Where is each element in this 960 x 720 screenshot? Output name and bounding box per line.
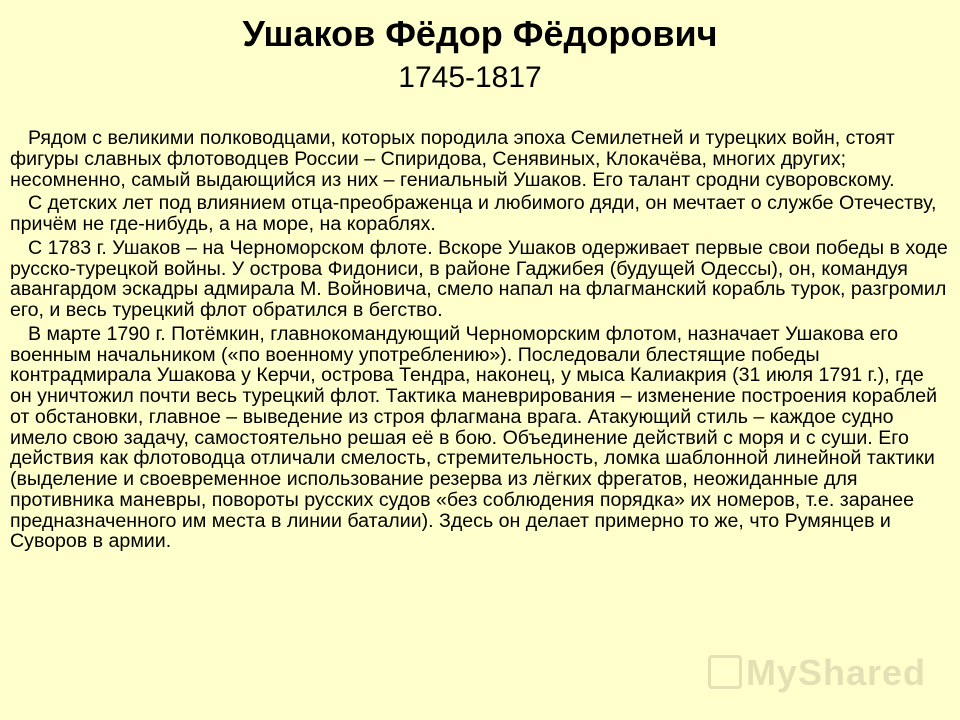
paragraph-4: В марте 1790 г. Потёмкин, главнокомандующий Черноморским флотом, назначает Ушакова его военным начальником («по военному употреблению»). Последовали блестящие победы контрадмирала Ушакова у Керчи, острова Тендра, наконец, у мыса Калиакрия (31 июля 1791 г.), где он уничтожил почти весь турецкий флот. Тактика маневрирования – изменение построения кораблей от обстановки, главное – выведение из строя флагмана врага. Атакующий стиль – каждое судно имело свою задачу, самостоятельно решая её в бою. Объединение действий с моря и с суши. Его действия как флотоводца отличали смелость, стремительность, ломка шаблонной линейной тактики (выделение и своевременное использование резерва из лёгких фрегатов, неожиданные для противника маневры, повороты русских судов «без соблюдения порядка» их номеров, т.е. заранее предназначенного им места в линии баталии). Здесь он делает примерно то же, что Румянцев и Суворов в армии. (10, 322, 938, 553)
watermark-icon (708, 655, 742, 689)
slide-title: Ушаков Фёдор Фёдорович (242, 13, 718, 54)
paragraph-2: С детских лет под влиянием отца-преображенца и любимого дяди, он мечтает о службе Отечеству, причём не где-нибудь, а на море, на кораблях. (10, 192, 937, 235)
slide-years: 1745-1817 (398, 61, 542, 94)
paragraph-3: С 1783 г. Ушаков – на Черноморском флоте. Вскоре Ушаков одерживает первые свои победы в ходе русско-турецкой войны. У острова Фидониси, в районе Гаджибея (будущей Одессы), он, командуя авангардом эскадры адмирала М. Войновича, смело напал на флагманский корабль турок, разгромил его, и весь турецкий флот обратился в бегство. (10, 236, 948, 321)
paragraph-1: Рядом с великими полководцами, которых породила эпоха Семилетней и турецких войн, стоят фигуры славных флотоводцев России – Спиридова, Сенявиных, Клокачёва, многих других; несомненно, самый выдающийся из них – гениальный Ушаков. Его талант сродни суворовскому. (10, 127, 895, 191)
watermark-text: MyShared (745, 652, 926, 693)
slide-body (10, 128, 950, 555)
watermark-logo (708, 652, 926, 694)
